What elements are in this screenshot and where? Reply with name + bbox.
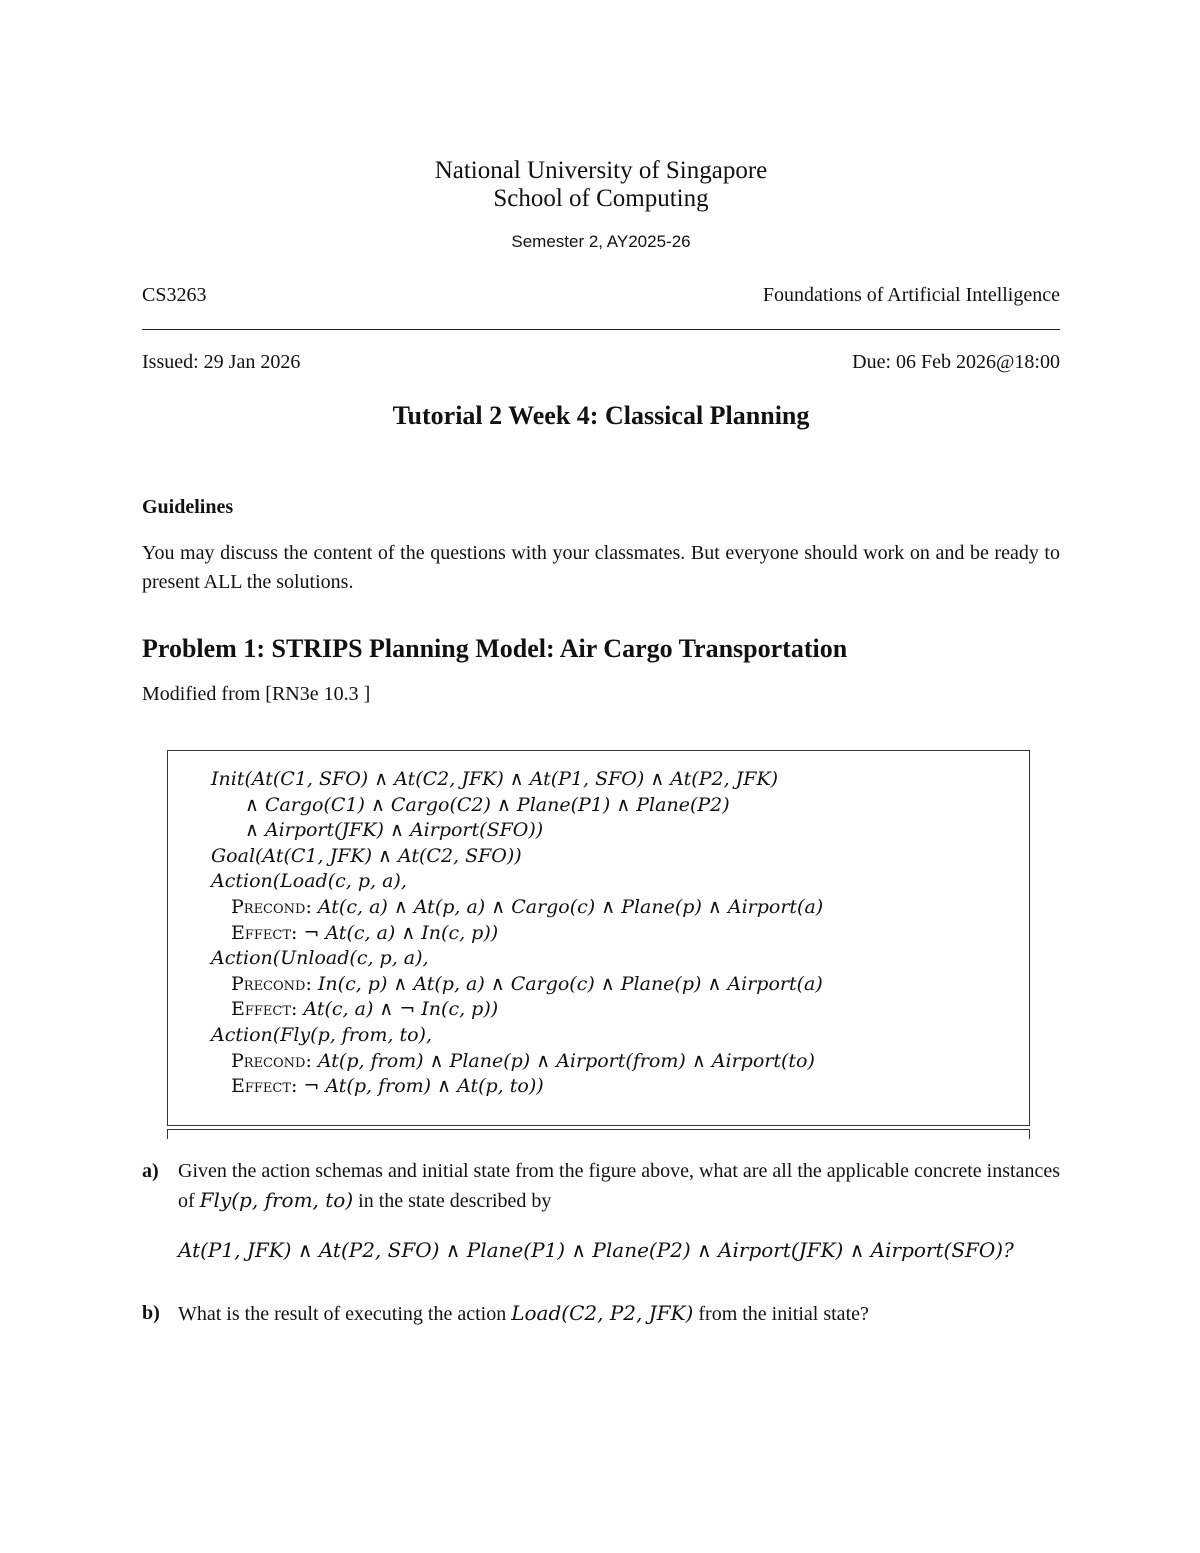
question-a-state-formula: At(P1, JFK) ∧ At(P2, SFO) ∧ Plane(P1) ∧ Plane(P2) ∧ Airport(JFK) ∧ Airport(SFO)? [178,1238,1014,1262]
figure-line: Effect: ¬ At(p, from) ∧ At(p, to)) [231,1075,544,1098]
figure-bottom-rule [167,1129,1030,1139]
problem-1-source: Modified from [RN3e 10.3 ] [142,683,371,705]
school-name: School of Computing [493,185,709,212]
dates-row [142,349,1060,375]
guidelines-heading: Guidelines [142,496,234,518]
figure-code-lines [211,767,1011,1100]
semester-label: Semester 2, AY2025-26 [511,232,691,251]
question-a-action: Fly(p, from, to) [199,1188,354,1212]
question-b-text [178,1299,1060,1329]
figure-line: ∧ Airport(JFK) ∧ Airport(SFO)) [245,819,544,842]
question-a-text-after: in the state described by [353,1190,552,1212]
course-row [142,282,1060,308]
header-divider [142,329,1060,330]
question-b-label: b) [142,1302,160,1324]
figure-line: Precond: At(p, from) ∧ Plane(p) ∧ Airport(from) ∧ Airport(to) [231,1049,815,1072]
problem-1-heading: Problem 1: STRIPS Planning Model: Air Cargo Transportation [142,634,848,663]
figure-line: Action(Load(c, p, a), [211,870,407,893]
figure-line: Goal(At(C1, JFK) ∧ At(C2, SFO)) [211,844,522,867]
figure-line: Effect: At(c, a) ∧ ¬ In(c, p)) [231,998,499,1021]
course-code: CS3263 [142,284,207,306]
question-a-state [178,1236,1060,1265]
question-b-text-after: from the initial state? [693,1303,869,1325]
guidelines-text: You may discuss the content of the questions with your classmates. But everyone should work on and be ready to present ALL the solutions. [142,542,1060,593]
due-date: Due: 06 Feb 2026@18:00 [852,351,1060,373]
figure-line: Precond: In(c, p) ∧ At(p, a) ∧ Cargo(c) ∧ Plane(p) ∧ Airport(a) [231,972,823,995]
course-name: Foundations of Artificial Intelligence [762,284,1060,306]
university-name: National University of Singapore [434,157,768,184]
figure-line: Effect: ¬ At(c, a) ∧ In(c, p)) [231,921,499,944]
figure-line: Precond: At(c, a) ∧ At(p, a) ∧ Cargo(c) ∧ Plane(p) ∧ Airport(a) [231,895,824,918]
figure-line: Action(Unload(c, p, a), [211,947,429,970]
figure-line: Action(Fly(p, from, to), [211,1023,432,1046]
figure-line: ∧ Cargo(C1) ∧ Cargo(C2) ∧ Plane(P1) ∧ Plane(P2) [245,793,730,816]
action-schema-figure [167,750,1030,1126]
question-b-text-before: What is the result of executing the action [178,1303,512,1325]
issued-date: Issued: 29 Jan 2026 [142,351,301,373]
question-a-text-before: Given the action schemas and initial state from the figure above, what are all the applicable concrete instances of [178,1160,1060,1212]
tutorial-title: Tutorial 2 Week 4: Classical Planning [392,401,810,430]
question-a-label: a) [142,1160,159,1182]
question-a-text [178,1157,1060,1216]
figure-line: Init(At(C1, SFO) ∧ At(C2, JFK) ∧ At(P1, SFO) ∧ At(P2, JFK) [211,768,779,790]
document-page [142,0,1060,1553]
question-b-action: Load(C2, P2, JFK) [511,1301,694,1325]
